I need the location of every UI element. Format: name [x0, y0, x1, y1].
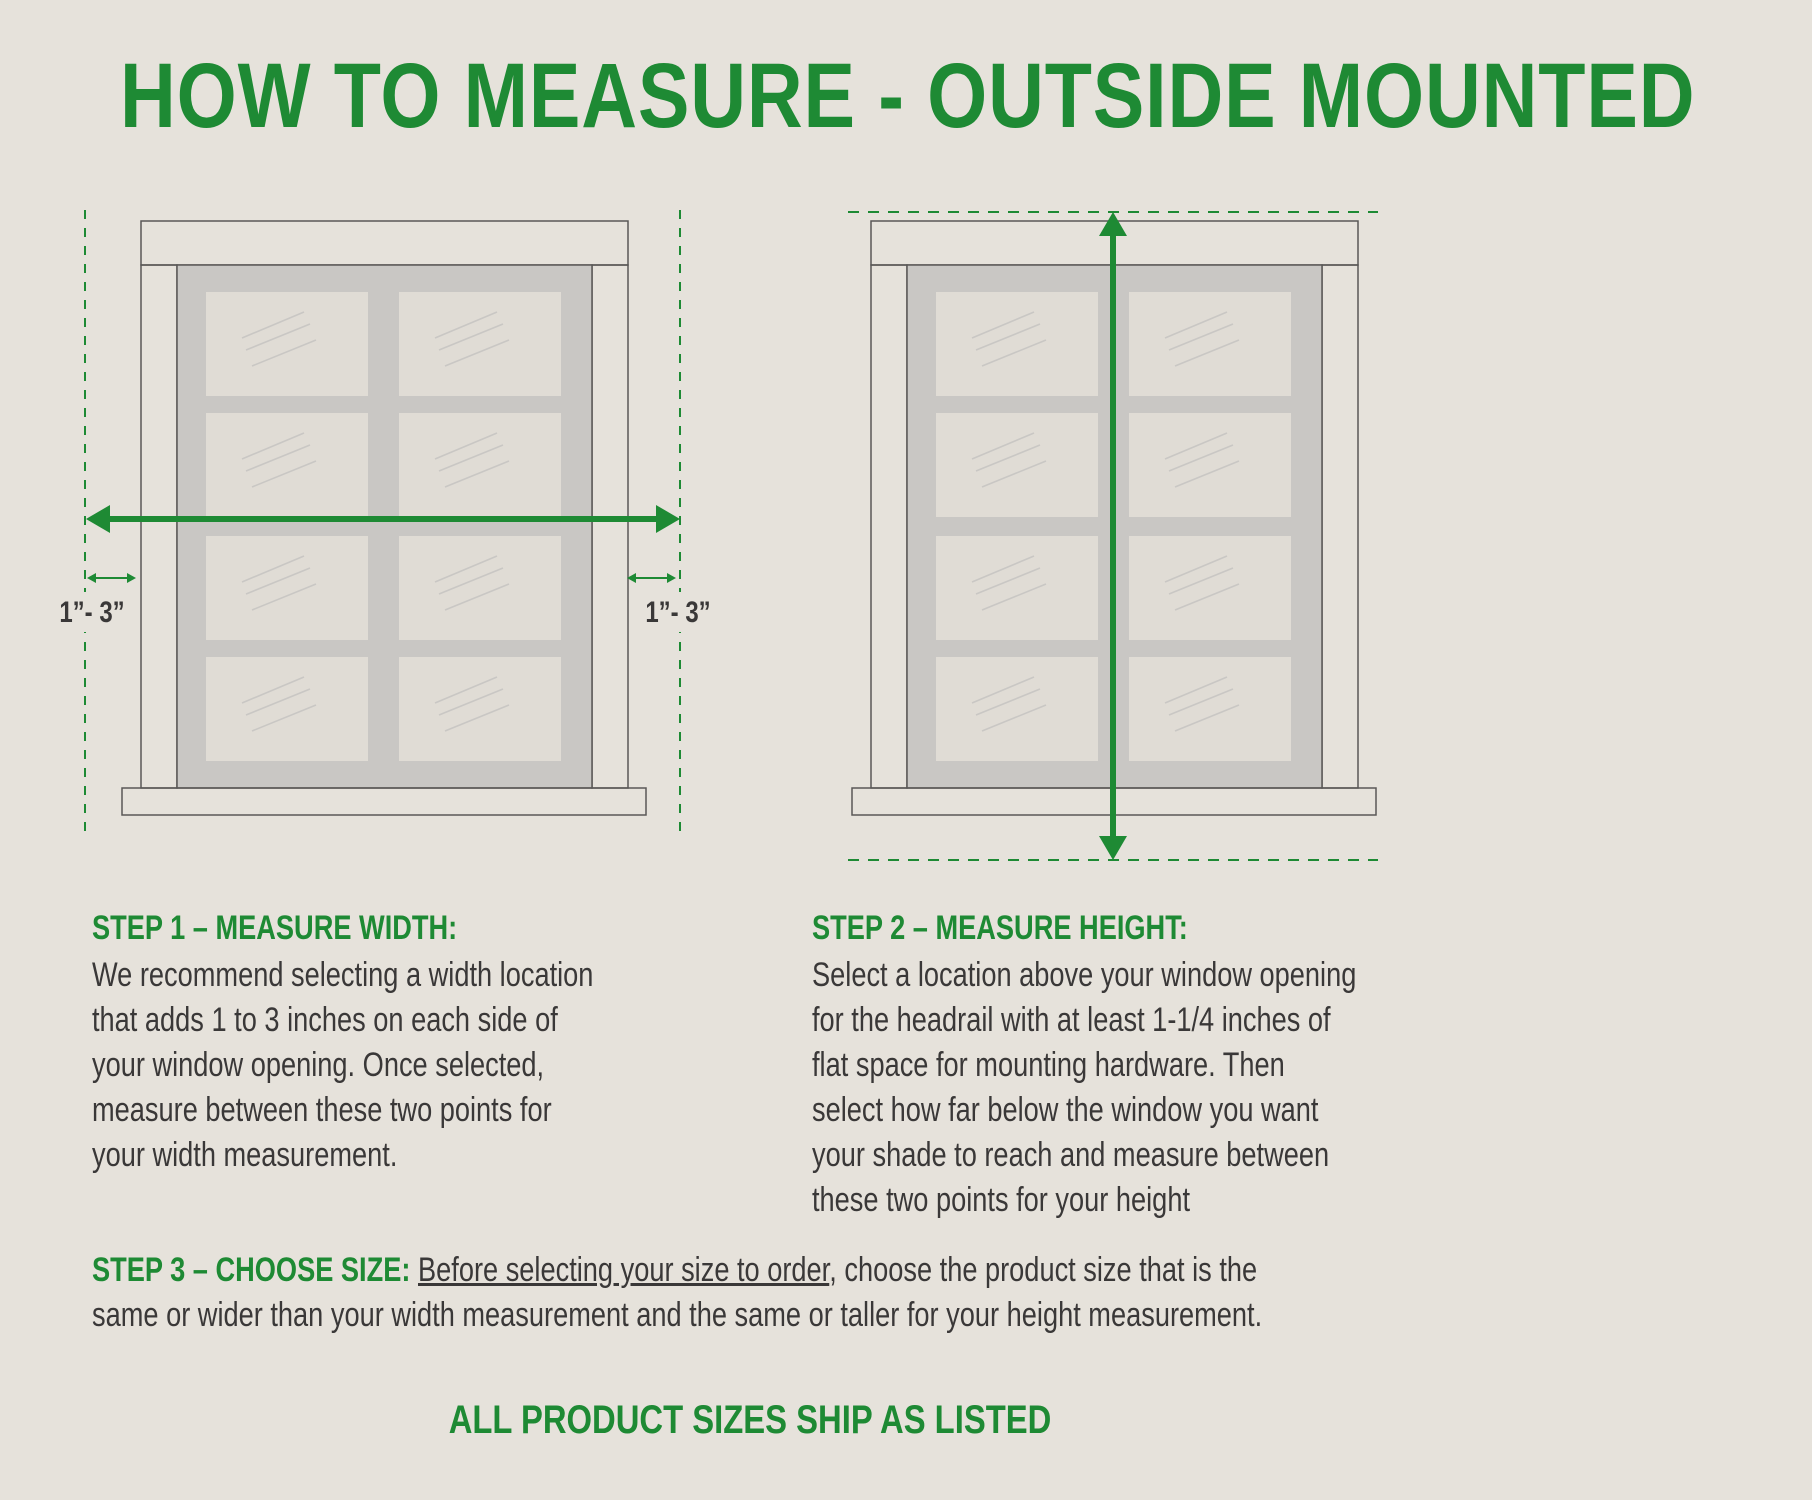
page-title: HOW TO MEASURE - OUTSIDE MOUNTED	[120, 45, 1696, 147]
step-1-line: that adds 1 to 3 inches on each side of	[92, 1001, 558, 1039]
step-3-line: same or wider than your width measurement and the same or taller for your height measurement.	[92, 1296, 1263, 1334]
step-3-text: , choose the product size that is the	[829, 1251, 1258, 1289]
left-offset-label: 1”- 3”	[59, 594, 125, 629]
step-3-block	[92, 1248, 1812, 1338]
step-2-heading: STEP 2 – MEASURE HEIGHT:	[812, 909, 1188, 947]
step-2-line: flat space for mounting hardware. Then	[812, 1046, 1285, 1084]
step-2-block	[812, 906, 1552, 1223]
step-3-heading: STEP 3 – CHOOSE SIZE:	[92, 1251, 411, 1289]
step-2-line: for the headrail with at least 1-1/4 inches of	[812, 1001, 1331, 1039]
left-offset-arrow	[87, 573, 136, 583]
step-2-line: these two points for your height	[812, 1181, 1190, 1219]
step-1-line: your window opening. Once selected,	[92, 1046, 545, 1084]
width-diagram	[56, 210, 714, 840]
step-1-line: We recommend selecting a width location	[92, 956, 594, 994]
right-offset-label: 1”- 3”	[645, 594, 711, 629]
step-3-underlined-text: Before selecting your size to order	[418, 1251, 830, 1289]
right-offset-arrow	[627, 573, 676, 583]
step-1-block	[92, 906, 832, 1178]
step-1-line: your width measurement.	[92, 1136, 398, 1174]
step-2-line: your shade to reach and measure between	[812, 1136, 1330, 1174]
step-2-line: select how far below the window you want	[812, 1091, 1319, 1129]
footer-note: ALL PRODUCT SIZES SHIP AS LISTED	[448, 1398, 1052, 1442]
step-1-heading: STEP 1 – MEASURE WIDTH:	[92, 909, 458, 947]
step-1-line: measure between these two points for	[92, 1091, 552, 1129]
step-2-line: Select a location above your window opening	[812, 956, 1357, 994]
